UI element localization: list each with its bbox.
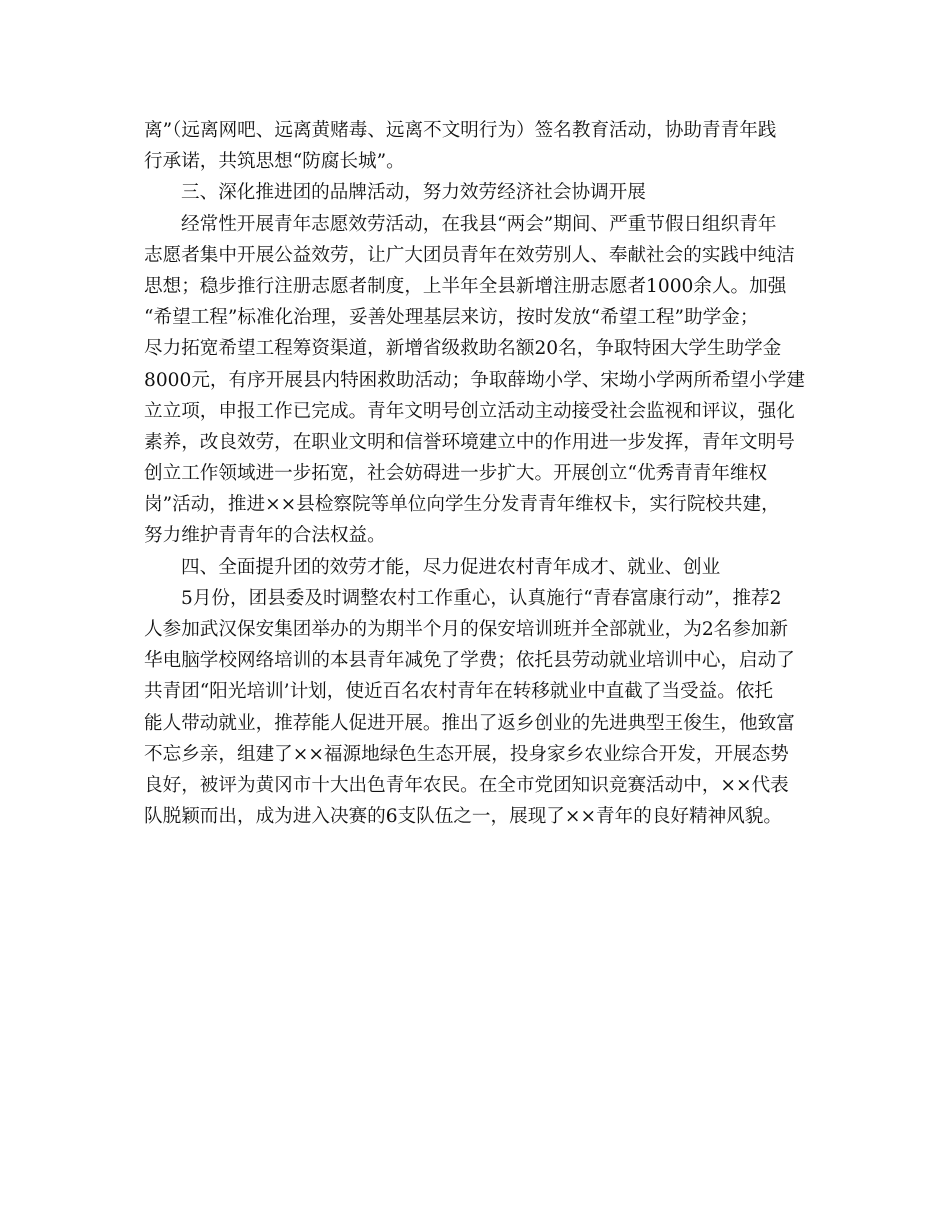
text-line-2: 行承诺，共筑思想“防腐长城”。 [144,151,405,173]
text-line-23: 队脱颖而出，成为进入决赛的6支队伍之一，展现了××青年的良好精神风貌。 [144,806,782,828]
text-line-1: 离”（远离网吧、远离黄赌毒、远离不文明行为）签名教育活动，协助青青年践 [144,120,777,141]
text-line-4: 经常性开展青年志愿效劳活动，在我县“两会”期间、严重节假日组织青年 [181,213,777,235]
text-line-14: 努力维护青青年的合法权益。 [144,525,386,547]
section-heading-3: 三、深化推进团的品牌活动，努力效劳经济社会协调开展 [181,182,646,204]
text-line-12: 创立工作领域进一步拓宽，社会妨碍进一步扩大。开展创立“优秀青青年维权 [144,463,768,485]
text-line-18: 华电脑学校网络培训的本县青年减免了学费；依托县劳动就业培训中心，启动了 [144,650,795,672]
text-line-10: 立立项，申报工作已完成。青年文明号创立活动主动接受社会监视和评议，强化 [144,400,795,422]
text-line-5: 志愿者集中开展公益效劳，让广大团员青年在效劳别人、奉献社会的实践中纯洁 [144,244,795,266]
text-line-9: 8000元，有序开展县内特困救助活动；争取薛坳小学、宋坳小学两所希望小学建 [144,369,805,391]
text-line-17: 人参加武汉保安集团举办的为期半个月的保安培训班并全部就业，为2名参加新 [144,619,789,640]
text-line-19: 共青团“阳光培训’计划，使近百名农村青年在转移就业中直截了当受益。依托 [144,681,774,703]
text-line-16: 5月份，团县委及时调整农村工作重心，认真施行“青春富康行动”，推荐2 [181,587,782,609]
text-line-6: 思想；稳步推行注册志愿者制度，上半年全县新增注册志愿者1000余人。加强 [144,275,787,297]
document-body [144,115,806,832]
text-line-22: 良好，被评为黄冈市十大出色青年农民。在全市党团知识竞赛活动中，××代表 [144,774,789,796]
text-line-8: 尽力拓宽希望工程筹资渠道，新增省级救助名额20名，争取特困大学生助学金 [144,338,782,360]
text-line-21: 不忘乡亲，组建了××福源地绿色生态开展，投身家乡农业综合开发，开展态势 [144,743,789,765]
text-line-7: “希望工程”标准化治理，妥善处理基层来访，按时发放“希望工程”助学金； [144,307,759,329]
text-line-13: 岗”活动，推进××县检察院等单位向学生分发青青年维权卡，实行院校共建， [144,494,780,516]
section-heading-4: 四、全面提升团的效劳才能，尽力促进农村青年成才、就业、创业 [181,556,721,578]
text-line-20: 能人带动就业，推荐能人促进开展。推出了返乡创业的先进典型王俊生，他致富 [144,712,795,734]
text-line-11: 素养，改良效劳，在职业文明和信誉环境建立中的作用进一步发挥，青年文明号 [144,431,795,453]
